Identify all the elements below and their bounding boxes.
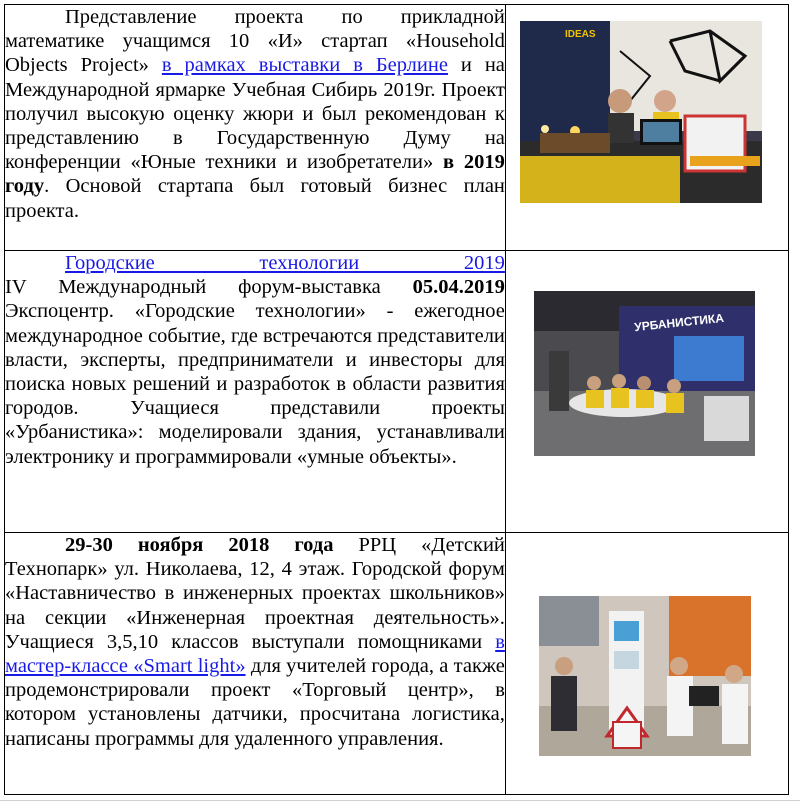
forum-photo-urbanistika: [534, 291, 755, 456]
paragraph: [5, 533, 505, 751]
text-span: РРЦ «Детский Технопарк» ул. Николаева, 12, 4 этаж. Городской форум «Наставничество в инженерных проектах школьников» на секции «Инженерная проектная деятельность». Учащиеся 3,5,10 классов выступали помощниками: [5, 534, 505, 653]
table-row: [5, 533, 789, 795]
row-1-text: [5, 5, 506, 251]
paragraph: [5, 275, 505, 469]
date-bold: 29-30 ноября 2018 года: [65, 534, 334, 556]
paragraph: [5, 5, 505, 223]
row-2-text: [5, 251, 506, 533]
row-3-image-cell: [505, 533, 788, 795]
table-row: [5, 5, 789, 251]
date-bold: 05.04.2019: [412, 276, 505, 299]
exhibition-photo-berlin: [520, 21, 762, 203]
projects-table: [4, 4, 789, 795]
table-row: [5, 251, 789, 533]
text-span: Представление проекта по прикладной математике учащимся 10 «И» стартап «Household Objects Project»: [5, 6, 505, 77]
text-span: Экспоцентр. «Городские технологии» - ежегодное международное событие, где встречаются представители власти, эксперты, предприниматели и инвесторы для поиска новых решений и разработок в области развития городов. Учащиеся представили проекты «Урбанистика»: моделировали здания, устанавливали электронику и программировали «умные объекты».: [5, 300, 505, 468]
row-2-image-cell: [505, 251, 788, 533]
city-technologies-link[interactable]: Городские технологии 2019: [65, 252, 505, 274]
text-span: IV Международный форум-выставка: [5, 276, 413, 299]
text-span: для учителей города, а также продемонстрировали проект «Торговый центр», в котором установлены датчики, просчитана логистика, написаны программы для удаленного управления.: [5, 655, 505, 750]
row-1-image-cell: [505, 5, 788, 251]
urbanistika-sign: УРБАНИСТИКА: [633, 310, 725, 335]
row-3-text: [5, 533, 506, 795]
year-bold: в 2019 году: [5, 151, 505, 198]
text-span: . Основой стартапа был готовый бизнес план проекта.: [5, 175, 505, 222]
berlin-exhibition-link[interactable]: в рамках выставки в Берлине: [161, 54, 448, 77]
text-span: и на Международной ярмарке Учебная Сибирь 2019г. Проект получил высокую оценку жюри и был рекомендован к представлению в Государственную Думу на конференции «Юные техники и изобретатели»: [5, 54, 505, 174]
smart-light-link[interactable]: в мастер-классе «Smart light»: [5, 630, 505, 678]
technopark-photo: [539, 596, 751, 756]
page-divider: [0, 800, 800, 801]
booth-sign: IDEAS: [564, 29, 596, 40]
